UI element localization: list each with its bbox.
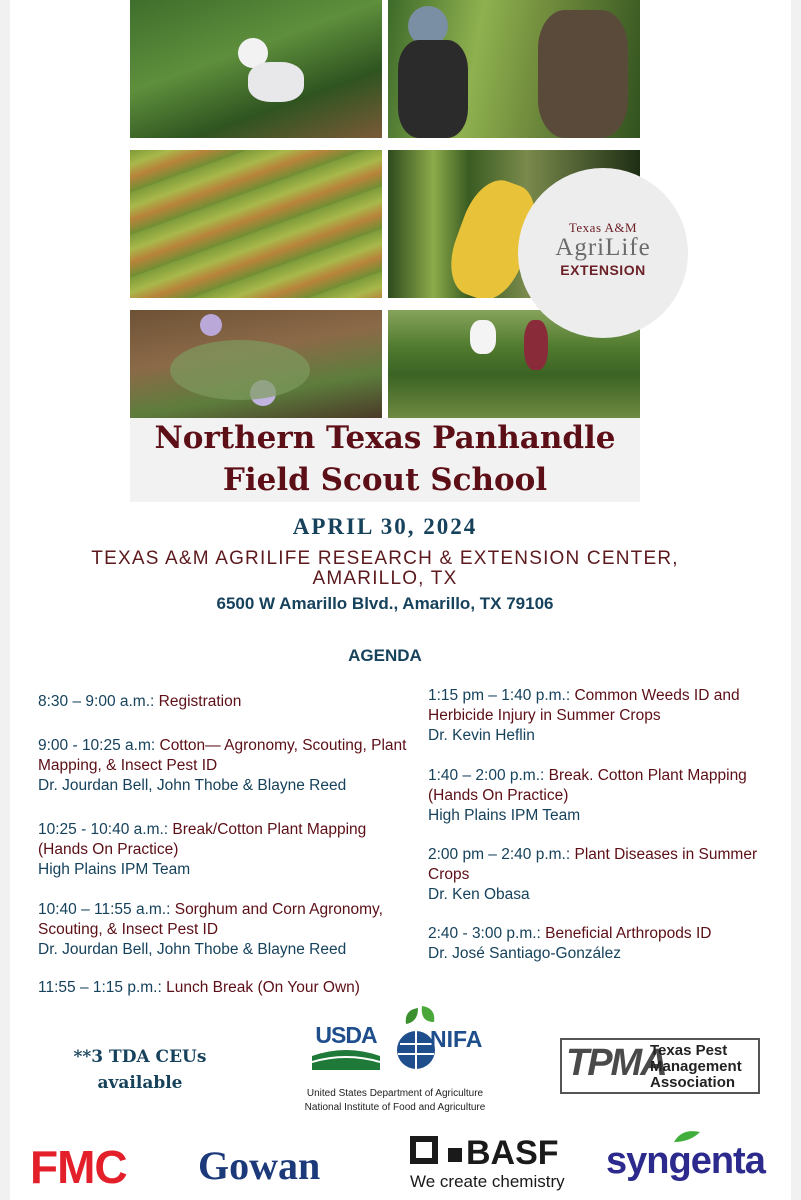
- agenda-speaker: Dr. José Santiago-González: [428, 945, 621, 962]
- basf-dash-icon: [448, 1148, 462, 1162]
- agenda-item: [428, 686, 778, 746]
- tpma-line-3: Association: [650, 1074, 736, 1091]
- agenda-time: 1:40 – 2:00 p.m.:: [428, 767, 545, 784]
- usda-caption-line-1: United States Department of Agriculture: [306, 1088, 484, 1099]
- agenda-speaker: Dr. Ken Obasa: [428, 886, 530, 903]
- tpma-line-2: Management: [650, 1058, 742, 1075]
- photo-leaf-disease: [130, 150, 382, 298]
- agenda-time: 10:25 - 10:40 a.m.:: [38, 821, 169, 838]
- agrilife-logo-extension: EXTENSION: [560, 262, 646, 278]
- right-margin: [791, 0, 801, 1200]
- agenda-item: [428, 766, 778, 826]
- syngenta-logo: syngenta: [606, 1140, 765, 1182]
- agenda-time: 11:55 – 1:15 p.m.:: [38, 979, 162, 996]
- agenda-item: [38, 900, 413, 960]
- ceu-note: [40, 1044, 240, 1096]
- agenda-speaker: Dr. Jourdan Bell, John Thobe & Blayne Reed: [38, 777, 347, 794]
- agenda-speaker: High Plains IPM Team: [428, 807, 581, 824]
- agrilife-logo-agrilife: AgriLife: [555, 234, 651, 261]
- ceu-line-1: **3 TDA CEUs: [73, 1047, 207, 1067]
- venue-line-2: AMARILLO, TX: [312, 568, 458, 589]
- agenda-topic: Registration: [154, 693, 242, 710]
- agenda-item: [38, 978, 413, 998]
- agenda-item: [428, 845, 778, 905]
- agenda-topic: Lunch Break (On Your Own): [161, 979, 360, 996]
- agenda-topic: Sorghum and Corn Agronomy, Scouting, & Insect Pest ID: [38, 901, 383, 938]
- basf-logo-text: BASF: [466, 1134, 559, 1172]
- agenda-time: 10:40 – 11:55 a.m.:: [38, 901, 171, 918]
- ceu-line-2: available: [97, 1073, 183, 1093]
- agenda-time: 1:15 pm – 1:40 p.m.:: [428, 687, 571, 704]
- usda-caption-line-2: National Institute of Food and Agriculture: [304, 1102, 486, 1113]
- usda-logo: USDA: [315, 1022, 377, 1048]
- agenda-topic: Break/Cotton Plant Mapping (Hands On Practice): [38, 821, 367, 858]
- venue-address: 6500 W Amarillo Blvd., Amarillo, TX 79106: [216, 594, 554, 613]
- left-margin: [0, 0, 10, 1200]
- agenda-topic: Break. Cotton Plant Mapping (Hands On Practice): [428, 767, 747, 804]
- photo-cotton-field-worker: [130, 0, 382, 138]
- basf-square-icon: [410, 1136, 438, 1164]
- agenda-topic: Common Weeds ID and Herbicide Injury in Summer Crops: [428, 687, 740, 724]
- agenda-item: [38, 692, 413, 712]
- venue-line-1: TEXAS A&M AGRILIFE RESEARCH & EXTENSION CENTER,: [91, 548, 679, 569]
- agenda-heading: AGENDA: [348, 646, 422, 665]
- agenda-item: [38, 820, 413, 880]
- agenda-speaker: Dr. Jourdan Bell, John Thobe & Blayne Reed: [38, 941, 347, 958]
- agenda-topic: Plant Diseases in Summer Crops: [428, 846, 758, 883]
- nifa-logo: NIFA: [430, 1026, 483, 1052]
- event-date: APRIL 30, 2024: [292, 514, 478, 539]
- agenda-item: [38, 736, 413, 796]
- gowan-logo: Gowan: [198, 1143, 321, 1188]
- agenda-time: 8:30 – 9:00 a.m.:: [38, 693, 155, 710]
- agenda-speaker: Dr. Kevin Heflin: [428, 727, 535, 744]
- agenda-topic: Beneficial Arthropods ID: [540, 925, 712, 942]
- agenda-speaker: High Plains IPM Team: [38, 861, 191, 878]
- title-line-1: Northern Texas Panhandle: [154, 420, 616, 456]
- agenda-time: 2:00 pm – 2:40 p.m.:: [428, 846, 571, 863]
- usda-wave-icon: [312, 1048, 380, 1070]
- tpma-logo-mark: TPMA: [566, 1042, 666, 1084]
- basf-logo: [448, 1134, 559, 1173]
- agenda-topic: Cotton— Agronomy, Scouting, Plant Mapping, & Insect Pest ID: [38, 737, 407, 774]
- fmc-logo: FMC: [30, 1141, 127, 1193]
- agrilife-logo-texasam: Texas A&M: [568, 220, 638, 235]
- agenda-time: 2:40 - 3:00 p.m.:: [428, 925, 541, 942]
- photo-weed-flowers: [130, 310, 382, 418]
- agenda-item: [428, 924, 778, 964]
- tpma-line-1: Texas Pest: [650, 1042, 728, 1059]
- basf-tagline: We create chemistry: [410, 1172, 565, 1191]
- photo-corn-field-people: [388, 0, 640, 138]
- agenda-time: 9:00 - 10:25 a.m:: [38, 737, 156, 754]
- title-line-2: Field Scout School: [222, 462, 548, 498]
